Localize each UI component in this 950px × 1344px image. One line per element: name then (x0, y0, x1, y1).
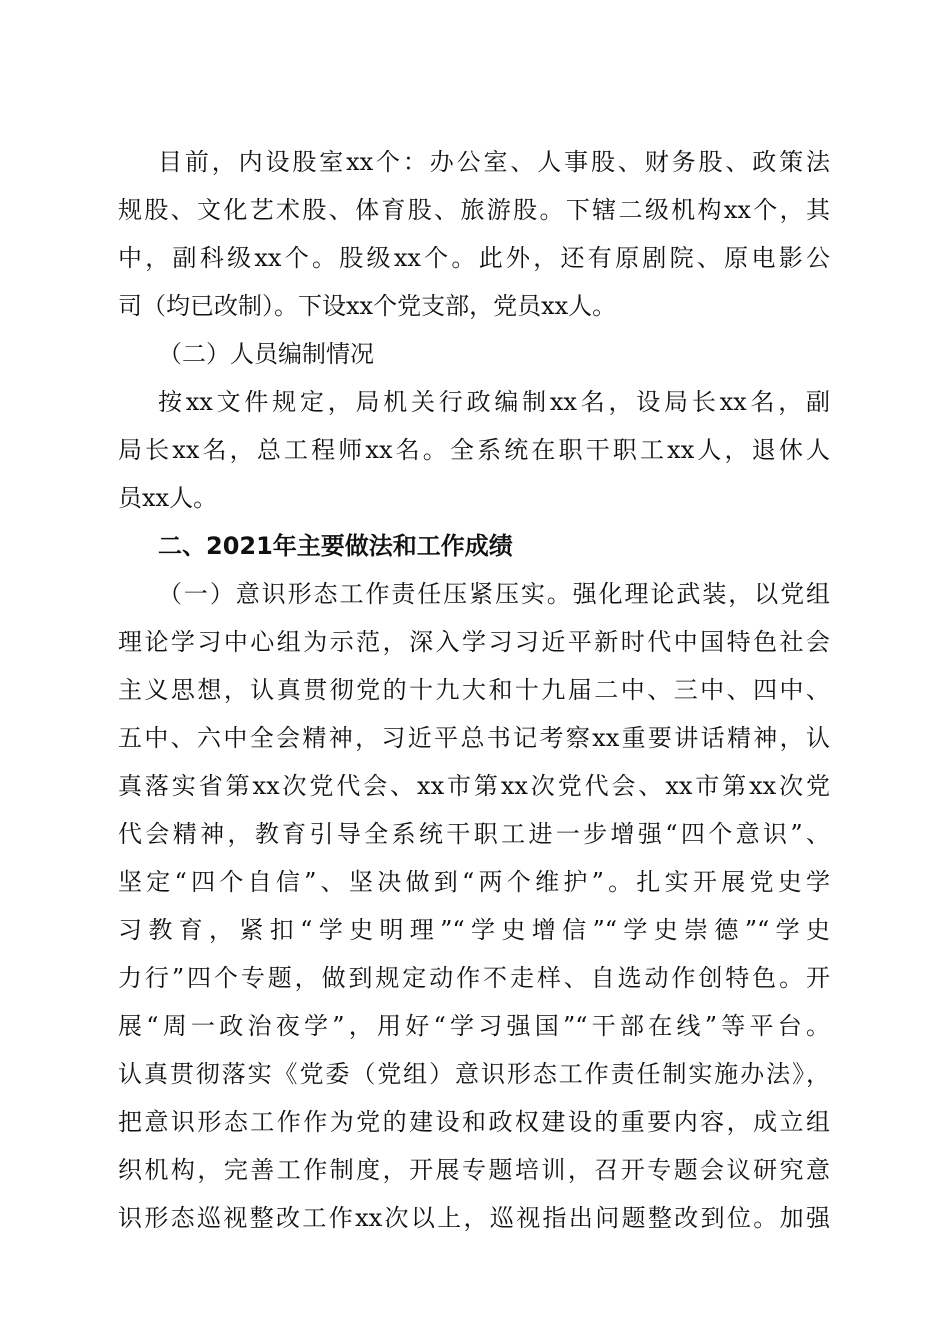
paragraph-line: 织机构，完善工作制度，开展专题培训，召开专题会议研究意 (118, 1156, 830, 1184)
paragraph-line: 真落实省第xx次党代会、xx市第xx次党代会、xx市第xx次党 (118, 772, 830, 800)
paragraph-line: 代会精神，教育引导全系统干职工进一步增强“四个意识”、 (118, 820, 830, 848)
paragraph-line: 认真贯彻落实《党委（党组）意识形态工作责任制实施办法》， (118, 1060, 830, 1088)
paragraph-line: 力行”四个专题，做到规定动作不走样、自选动作创特色。开 (118, 964, 830, 992)
section-subheading: （二）人员编制情况 (158, 340, 374, 368)
paragraph-line: 把意识形态工作作为党的建设和政权建设的重要内容，成立组 (118, 1108, 830, 1136)
paragraph-line: （一）意识形态工作责任压紧压实。强化理论武装，以党组 (158, 580, 830, 608)
paragraph-line: 按xx文件规定，局机关行政编制xx名，设局长xx名，副 (158, 388, 830, 416)
paragraph-line: 主义思想，认真贯彻党的十九大和十九届二中、三中、四中、 (118, 676, 830, 704)
paragraph-line: 五中、六中全会精神，习近平总书记考察xx重要讲话精神，认 (118, 724, 830, 752)
paragraph-line: 中，副科级xx个。股级xx个。此外，还有原剧院、原电影公 (118, 244, 830, 272)
paragraph-line: 规股、文化艺术股、体育股、旅游股。下辖二级机构xx个，其 (118, 196, 830, 224)
paragraph-line: 员xx人。 (118, 484, 218, 512)
paragraph-line: 局长xx名，总工程师xx名。全系统在职干职工xx人，退休人 (118, 436, 830, 464)
paragraph-line: 习教育，紧扣“学史明理”“学史增信”“学史崇德”“学史 (118, 916, 830, 944)
paragraph-line: 理论学习中心组为示范，深入学习习近平新时代中国特色社会 (118, 628, 830, 656)
paragraph-line: 目前，内设股室xx个：办公室、人事股、财务股、政策法 (158, 148, 830, 176)
paragraph-line: 坚定“四个自信”、坚决做到“两个维护”。扎实开展党史学 (118, 868, 830, 896)
paragraph-line: 司（均已改制）。下设xx个党支部，党员xx人。 (118, 292, 617, 320)
paragraph-line: 展“周一政治夜学”，用好“学习强国”“干部在线”等平台。 (118, 1012, 830, 1040)
section-heading: 二、2021年主要做法和工作成绩 (158, 532, 513, 560)
paragraph-line: 识形态巡视整改工作xx次以上，巡视指出问题整改到位。加强 (118, 1204, 830, 1232)
